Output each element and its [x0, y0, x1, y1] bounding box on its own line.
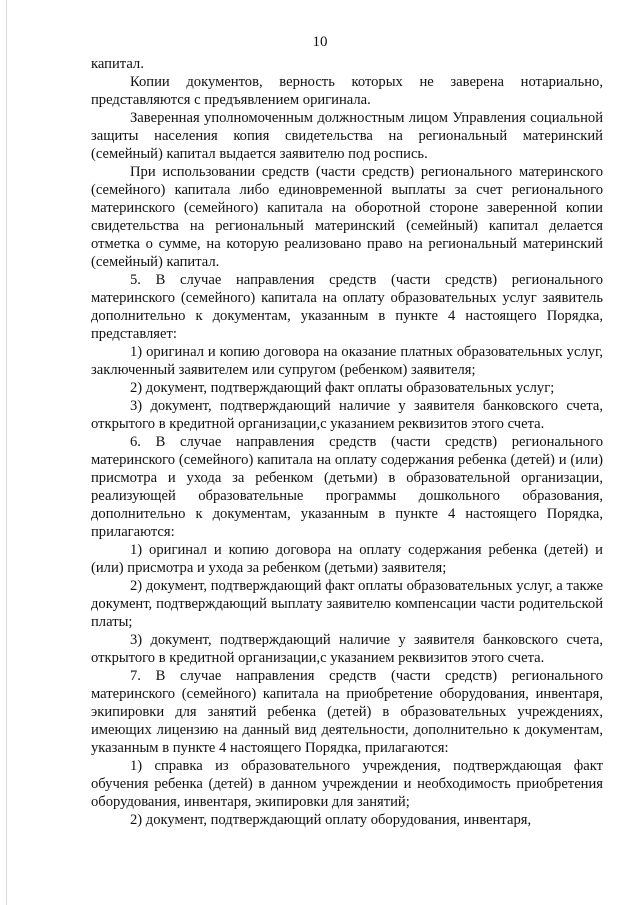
paragraph-clause-5: 5. В случае направления средств (части средств) регионального материнского (семейного) капитала на оплату образовательных услуг заявитель дополнительно к документам, указанным в пункте 4 настоящего Порядка, представляет:	[91, 272, 603, 342]
document-body	[91, 55, 603, 829]
paragraph-usage-mark: При использовании средств (части средств) регионального материнского (семейного) капитала либо единовременной выплаты за счет регионального материнского (семейного) капитала на оборотной стороне заверенной копии свидетельства на региональный материнский (семейный) капитал делается отметка о сумме, на которую реализовано право на региональный материнский (семейный) капитал.	[91, 164, 603, 270]
paragraph-copies-not-notarized: Копии документов, верность которых не заверена нотариально, представляются с предъявлением оригинала.	[91, 74, 603, 108]
paragraph-clause-6-item-1: 1) оригинал и копию договора на оплату содержания ребенка (детей) и (или) присмотра и ухода за ребенком (детьми) заявителя;	[91, 542, 603, 576]
scan-edge-line	[6, 0, 7, 905]
paragraph-clause-7-item-2: 2) документ, подтверждающий оплату оборудования, инвентаря,	[130, 812, 532, 828]
paragraph-certified-copy-issued: Заверенная уполномоченным должностным лицом Управления социальной защиты населения копия свидетельства на региональный материнский (семейный) капитал выдается заявителю под роспись.	[91, 110, 603, 162]
paragraph-continuation: капитал.	[91, 56, 144, 72]
page-number: 10	[312, 34, 328, 50]
paragraph-clause-7-item-1: 1) справка из образовательного учреждения, подтверждающая факт обучения ребенка (детей) в данном учреждении и необходимость приобретения оборудования, инвентаря, экипировки для занятий;	[91, 758, 603, 810]
paragraph-clause-6-item-3: 3) документ, подтверждающий наличие у заявителя банковского счета, открытого в кредитной организации,с указанием реквизитов этого счета.	[91, 632, 603, 666]
paragraph-clause-5-item-2: 2) документ, подтверждающий факт оплаты образовательных услуг;	[130, 380, 555, 396]
paragraph-clause-5-item-3: 3) документ, подтверждающий наличие у заявителя банковского счета, открытого в кредитной организации,с указанием реквизитов этого счета.	[91, 398, 603, 432]
paragraph-clause-6: 6. В случае направления средств (части средств) регионального материнского (семейного) капитала на оплату содержания ребенка (детей) и (или) присмотра и ухода за ребенком (детьми) в образовательной организации, реализующей образовательные программы дошкольного образования, дополнительно к документам, указанным в пункте 4 настоящего Порядка, прилагаются:	[91, 434, 603, 540]
paragraph-clause-5-item-1: 1) оригинал и копию договора на оказание платных образовательных услуг, заключенный заявителем или супругом (ребенком) заявителя;	[91, 344, 603, 378]
paragraph-clause-7: 7. В случае направления средств (части средств) регионального материнского (семейного) капитала на приобретение оборудования, инвентаря, экипировки для занятий ребенка (детей) в образовательных учреждениях, имеющих лицензию на данный вид деятельности, дополнительно к документам, указанным в пункте 4 настоящего Порядка, прилагаются:	[91, 668, 603, 756]
paragraph-clause-6-item-2: 2) документ, подтверждающий факт оплаты образовательных услуг, а также документ, подтверждающий выплату заявителю компенсации части родительской платы;	[91, 578, 603, 630]
